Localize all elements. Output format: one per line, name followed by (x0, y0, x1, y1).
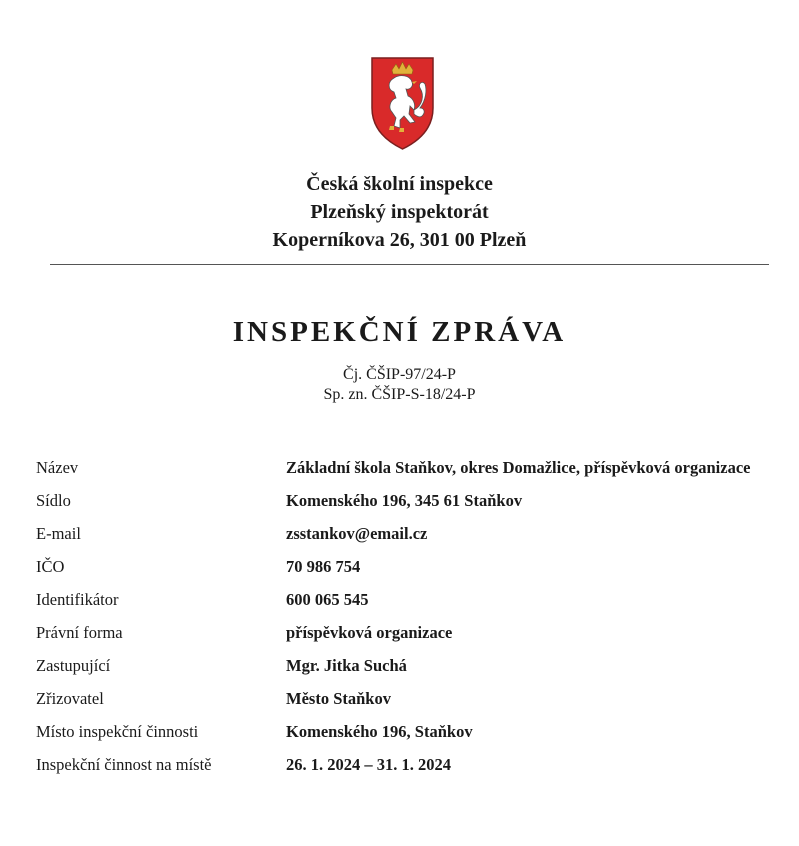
detail-row-ico (36, 555, 776, 578)
detail-label: IČO (36, 557, 65, 576)
detail-value: Město Staňkov (286, 689, 391, 708)
detail-label: E-mail (36, 524, 81, 543)
inspectorate-address (0, 170, 799, 254)
detail-row-pravni-forma (36, 621, 776, 644)
detail-label: Zastupující (36, 656, 111, 675)
detail-row-nazev (36, 456, 776, 479)
detail-value: Základní škola Staňkov, okres Domažlice, příspěvková organizace (286, 458, 751, 477)
detail-row-sidlo (36, 489, 776, 512)
detail-row-zastupujici (36, 654, 776, 677)
school-details (36, 456, 776, 786)
reference-cj: Čj. ČŠIP-97/24-P (343, 366, 456, 383)
reference-spzn: Sp. zn. ČŠIP-S-18/24-P (323, 386, 476, 403)
detail-value: 70 986 754 (286, 557, 361, 576)
detail-value: 600 065 545 (286, 590, 369, 609)
org-name: Česká školní inspekce (306, 173, 493, 195)
detail-label: Sídlo (36, 491, 71, 510)
detail-value: Komenského 196, Staňkov (286, 722, 473, 741)
detail-label: Identifikátor (36, 590, 119, 609)
report-title: INSPEKČNÍ ZPRÁVA (232, 316, 567, 348)
detail-value: Komenského 196, 345 61 Staňkov (286, 491, 523, 510)
detail-label: Místo inspekční činnosti (36, 722, 199, 741)
detail-row-email (36, 522, 776, 545)
detail-value: příspěvková organizace (286, 623, 453, 642)
detail-row-identifikator (36, 588, 776, 611)
detail-value: 26. 1. 2024 – 31. 1. 2024 (286, 755, 451, 774)
detail-label: Inspekční činnost na místě (36, 755, 212, 774)
detail-label: Zřizovatel (36, 689, 104, 708)
detail-row-misto (36, 720, 776, 743)
detail-label: Právní forma (36, 623, 123, 642)
detail-row-zrizovatel (36, 687, 776, 710)
detail-value: Mgr. Jitka Suchá (286, 656, 407, 675)
detail-value: zsstankov@email.cz (286, 524, 428, 543)
reference-numbers (0, 365, 799, 405)
header-divider (50, 264, 769, 265)
coat-of-arms-icon (370, 56, 435, 151)
org-address: Koperníkova 26, 301 00 Plzeň (272, 229, 527, 251)
detail-label: Název (36, 458, 79, 477)
org-branch: Plzeňský inspektorát (310, 201, 489, 223)
detail-row-cinnost (36, 753, 776, 776)
